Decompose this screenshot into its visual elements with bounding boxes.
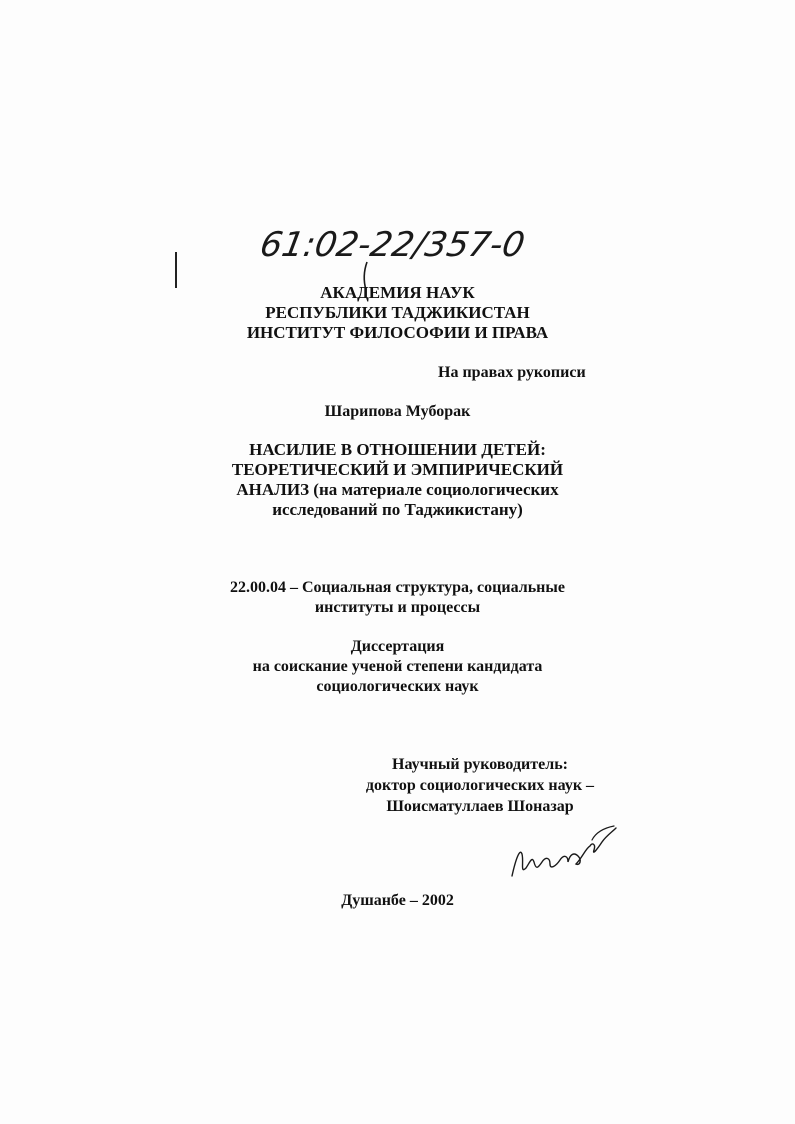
- degree-line-1: Диссертация: [350, 638, 445, 655]
- title-line-2: ТЕОРЕТИЧЕСКИЙ И ЭМПИРИЧЕСКИЙ: [231, 460, 564, 479]
- specialty-line-2: институты и процессы: [314, 599, 481, 616]
- title-line-3: АНАЛИЗ (на материале социологических: [236, 480, 559, 499]
- header-line-3: ИНСТИТУТ ФИЛОСОФИИ И ПРАВА: [246, 323, 549, 342]
- degree-line-3: социологических наук: [316, 678, 479, 695]
- degree-line-2: на соискание ученой степени кандидата: [252, 658, 543, 675]
- title-line-4: исследований по Таджикистану): [272, 500, 523, 519]
- manuscript-note: На правах рукописи: [438, 364, 586, 381]
- specialty-line-1: 22.00.04 – Социальная структура, социальные: [230, 579, 565, 596]
- supervisor-block: [350, 754, 610, 817]
- header-line-2: РЕСПУБЛИКИ ТАДЖИКИСТАН: [265, 303, 530, 322]
- supervisor-name: Шоисматуллаев Шоназар: [386, 798, 574, 815]
- author-name: Шарипова Муборак: [324, 403, 471, 420]
- supervisor-degree: доктор социологических наук –: [365, 777, 595, 794]
- handwritten-archive-number: [257, 214, 528, 294]
- archive-number-text: 61:02-22/357-0: [257, 225, 528, 265]
- title-line-1: НАСИЛИЕ В ОТНОШЕНИИ ДЕТЕЙ:: [249, 440, 546, 459]
- place-and-year: Душанбе – 2002: [341, 892, 454, 909]
- header-line-1: АКАДЕМИЯ НАУК: [320, 283, 475, 302]
- handwritten-signature: [506, 818, 624, 888]
- supervisor-label: Научный руководитель:: [392, 756, 568, 773]
